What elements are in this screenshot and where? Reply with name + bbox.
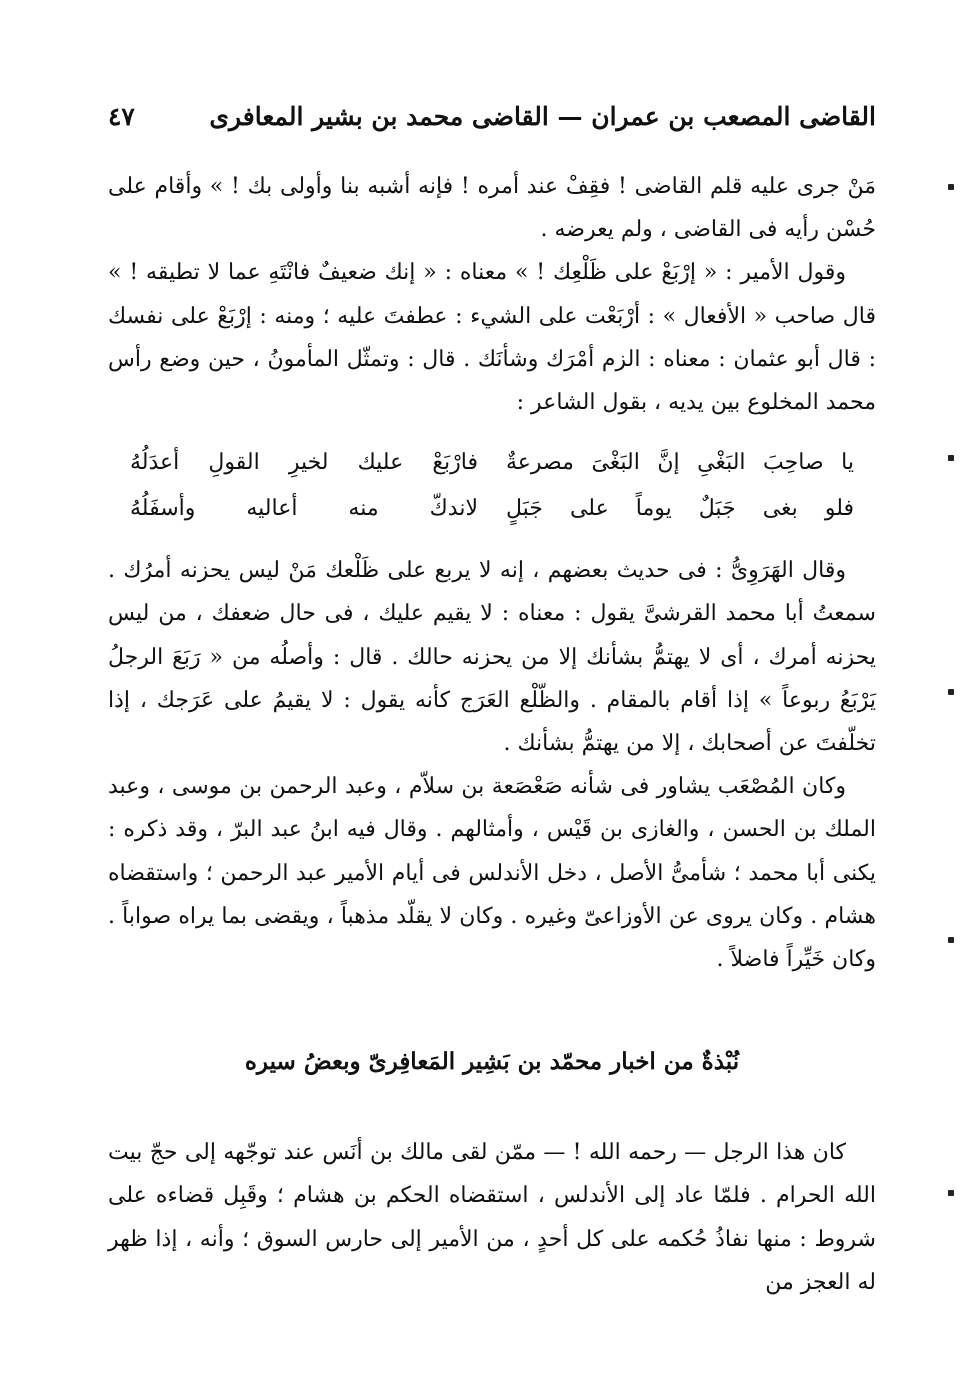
poem-line-1-first: يا صاحِبَ البَغْىِ إنَّ البَغْىَ مصرعةٌ xyxy=(506,450,854,476)
poem-line-1-second: فارْبَعْ عليك لخيرِ القولِ أعدَلُهُ xyxy=(130,450,478,476)
poem-line-2-first: فلو بغى جَبَلٌ يوماً على جَبَلٍ xyxy=(506,496,854,522)
poem xyxy=(108,440,876,532)
paragraph-1: مَنْ جرى عليه قلم القاضى ! فقِفْ عند أمره ! فإنه أشبه بنا وأولى بك ! » وأقام على حُسْن رأيه فى القاضى ، ولم يعرضه . xyxy=(108,174,876,243)
paragraph-3: وقال الهَرَوِىُّ : فى حديث بعضهم ، إنه لا يربع على ظَلْعك مَنْ ليس يحزنه أمرُك . سمعتُ أبا محمد القرشىَّ يقول : معناه : لا يقيم عليك ، فى حال ضعفك ، من ليس يحزنه أمرك ، أى لا يهتمُّ بشأنك إلا من يحزنه حالك . قال : وأصلُه من « رَبَعَ الرجلُ يَرْبَعُ ربوعاً » إذا أقام بالمقام . والظّلْع العَرَج كأنه يقول : لا يقيمُ على عَرَجك ، إذا تخلّفتَ عن أصحابك ، إلا من يهتمُّ بشأنك . xyxy=(108,558,876,757)
poem-line-1 xyxy=(130,440,854,486)
paragraph-4: وكان المُصْعَب يشاور فى شأنه صَعْصَعة بن سلاّم ، وعبد الرحمن بن موسى ، وعبد الملك بن الحسن ، والغازى بن قَيْس ، وأمثالهم . وقال فيه ابنُ عبد البرّ ، وقد ذكره : يكنى أبا محمد ؛ شأمىُّ الأصل ، دخل الأندلس فى أيام الأمير عبد الرحمن ؛ واستقضاه هشام . وكان يروى عن الأوزاعىّ وغيره . وكان لا يقلّد مذهباً ، ويقضى بما يراه صواباً . وكان خَيِّراً فاضلاً . xyxy=(108,774,876,973)
margin-dot xyxy=(948,937,954,943)
margin-dot xyxy=(948,184,954,190)
page-number: ٤٧ xyxy=(108,101,135,131)
poem-line-2-second: لاندكّ منه أعاليه وأسفَلُهُ xyxy=(130,496,478,522)
paragraph-2: وقول الأمير : « إرْبَعْ على ظَلْعِك ! » معناه : « إنك ضعيفٌ فانْتَهِ عما لا تطيقه ! » قال صاحب « الأفعال » : أرْبَعْت على الشيء : عطفتَ عليه ؛ ومنه : إرْبَعْ على نفسك : قال أبو عثمان : معناه : الزم أمْرَك وشأنَك . قال : وتمثّل المأمونُ ، حين وضع رأس محمد المخلوع بين يديه ، بقول الشاعر : xyxy=(108,260,876,416)
page-header xyxy=(108,94,876,138)
section-title: نُبْذةٌ من اخبار محمّد بن بَشِير المَعافِرىّ وبعضُ سيره xyxy=(244,1048,740,1076)
margin-dot xyxy=(948,689,954,695)
running-title: القاضى المصعب بن عمران — القاضى محمد بن بشير المعافرى xyxy=(209,101,876,131)
paragraph-5: كان هذا الرجل — رحمه الله ! — ممّن لقى مالك بن أنَس عند توجّهه إلى حجّ بيت الله الحرام . فلمّا عاد إلى الأندلس ، استقضاه الحكم بن هشام ؛ وقَبِل قضاءه على شروط : منها نفاذُ حُكمه على كل أحدٍ ، من الأمير إلى حارس السوق ؛ وأنه ، إذا ظهر له العجز من xyxy=(108,1140,876,1295)
margin-dot xyxy=(948,455,954,461)
poem-line-2 xyxy=(130,486,854,532)
margin-dot xyxy=(948,1190,954,1196)
body-text xyxy=(108,165,876,1304)
